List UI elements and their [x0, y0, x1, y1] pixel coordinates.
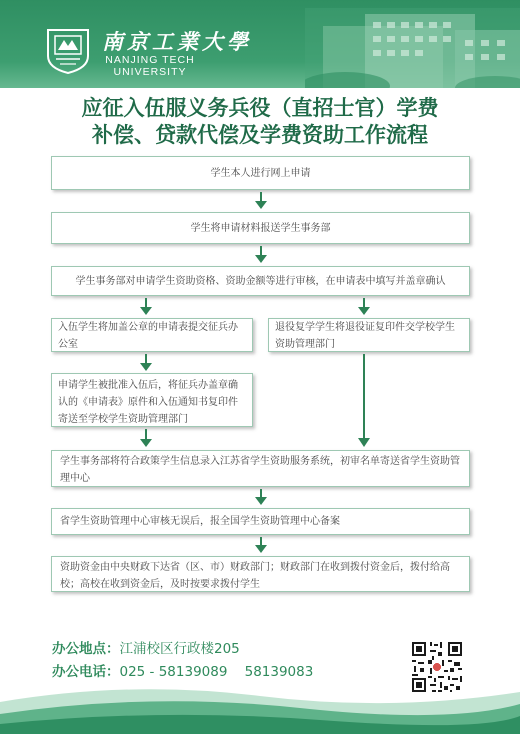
step-review-confirm: 学生事务部对申请学生资助资格、资助金额等进行审核，在申请表中填写并盖章确认: [51, 266, 470, 296]
arrow-down-icon: [358, 354, 370, 448]
arrow-down-icon: [358, 298, 370, 316]
arrow-down-icon: [255, 537, 267, 554]
step-online-application: 学生本人进行网上申请: [51, 156, 470, 190]
arrow-down-icon: [140, 298, 152, 316]
office-address-value: 江浦校区行政楼205: [119, 641, 240, 657]
step-veteran-submit: 退役复学学生将退役证复印件交学校学生资助管理部门: [268, 318, 470, 352]
office-phone-label: 办公电话：: [52, 664, 120, 680]
university-emblem-icon: [44, 26, 92, 74]
step-submit-materials: 学生将申请材料报送学生事务部: [51, 212, 470, 244]
arrow-down-icon: [140, 429, 152, 448]
office-address-label: 办公地点：: [52, 641, 120, 657]
arrow-down-icon: [255, 489, 267, 506]
university-name-en-line2: UNIVERSITY: [113, 66, 187, 78]
campus-building-graphic: [305, 8, 520, 88]
university-name-cn: 南京工業大學: [102, 29, 252, 54]
header-banner: [0, 0, 520, 88]
qr-code-icon: [410, 640, 464, 694]
office-address: [52, 637, 240, 657]
step-mail-documents: 申请学生被批准入伍后，将征兵办盖章确认的《申请表》原件和入伍通知书复印件寄送至学校学生资助管理部门: [51, 373, 253, 427]
step-enlisted-submit: 入伍学生将加盖公章的申请表提交征兵办公室: [51, 318, 253, 352]
step-system-entry: 学生事务部将符合政策学生信息录入江苏省学生资助服务系统，初审名单寄送省学生资助管理中心: [51, 450, 470, 487]
page-title-line2: 补偿、贷款代偿及学费资助工作流程: [92, 122, 428, 147]
step-provincial-review: 省学生资助管理中心审核无误后，报全国学生资助管理中心备案: [51, 508, 470, 535]
arrow-down-icon: [140, 354, 152, 372]
arrow-down-icon: [255, 192, 267, 210]
university-name-en-line1: NANJING TECH: [105, 54, 195, 66]
arrow-down-icon: [255, 246, 267, 264]
page-title-line1: 应征入伍服义务兵役（直招士官）学费: [81, 95, 439, 120]
office-phone: [52, 660, 313, 680]
step-fund-allocation: 资助资金由中央财政下达省（区、市）财政部门；财政部门在收到拨付资金后，拨付给高校；高校在收到资金后，及时按要求拨付学生: [51, 556, 470, 592]
office-phone-value: 025 - 58139089 58139083: [119, 664, 314, 680]
